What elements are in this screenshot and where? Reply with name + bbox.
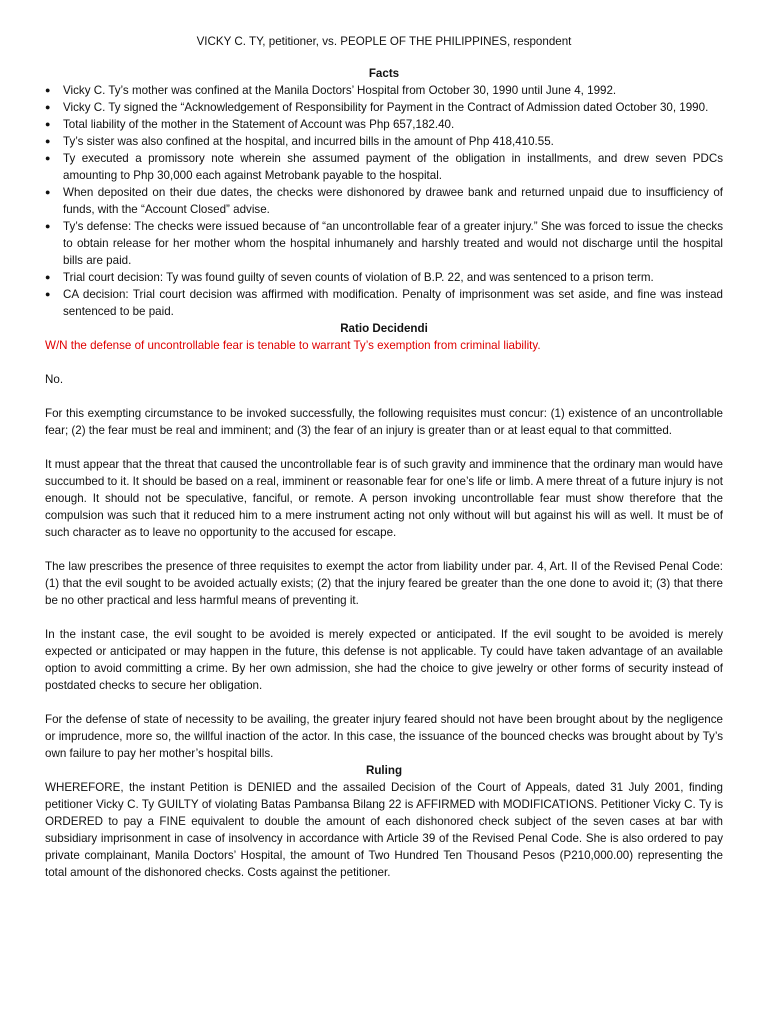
- fact-item: ● Trial court decision: Ty was found guilty of seven counts of violation of B.P. 22, and was sentenced to a prison term.: [45, 269, 723, 286]
- fact-item: ● CA decision: Trial court decision was affirmed with modification. Penalty of imprisonment was set aside, and fine was instead sentenced to be paid.: [45, 286, 723, 320]
- fact-item: ● Total liability of the mother in the Statement of Account was Php 657,182.40.: [45, 116, 723, 133]
- paragraph: In the instant case, the evil sought to be avoided is merely expected or anticipated. If the evil sought to be avoided is merely expected or anticipated or may happen in the future, this defense is not applicable. Ty could have taken advantage of an available option to avoid committing a crime. By her own admission, she had the choice to give jewelry or other forms of security instead of postdated checks to secure her obligation.: [45, 628, 723, 692]
- spacer: [45, 694, 723, 711]
- paragraph: It must appear that the threat that caused the uncontrollable fear is of such gravity and imminence that the ordinary man would have succumbed to it. It should be based on a real, imminent or reasonable fear for one’s life or limb. A mere threat of a future injury is not enough. It should not be speculative, fanciful, or remote. A person invoking uncontrollable fear must show therefore that the compulsion was such that it reduced him to a mere instrument acting not only without will but against his will as well. It must be of such character as to leave no opportunity to the accused for escape.: [45, 458, 723, 539]
- spacer: [45, 354, 723, 371]
- paragraph: For the defense of state of necessity to be availing, the greater injury feared should not have been brought about by the negligence or imprudence, more so, the willful inaction of the actor. In this case, the issuance of the bounced checks was brought about by Ty’s own failure to pay her mother’s hospital bills.: [45, 713, 723, 760]
- ruling-text: WHEREFORE, the instant Petition is DENIED and the assailed Decision of the Court of Appeals, dated 31 July 2001, finding petitioner Vicky C. Ty GUILTY of violating Batas Pambansa Bilang 22 is AFFIRMED with MODIFICATIONS. Petitioner Vicky C. Ty is ORDERED to pay a FINE equivalent to double the amount of each dishonored check subject of the seven cases at bar with subsidiary imprisonment in case of insolvency in accordance with Article 39 of the Revised Penal Code. She is also ordered to pay private complainant, Manila Doctors’ Hospital, the amount of Two Hundred Ten Thousand Pesos (P210,000.00) representing the total amount of the dishonored checks. Costs against the petitioner.: [45, 781, 723, 879]
- issue-statement: W/N the defense of uncontrollable fear is tenable to warrant Ty’s exemption from criminal liability.: [45, 339, 541, 352]
- facts-list: [45, 82, 723, 320]
- spacer: [45, 609, 723, 626]
- spacer: [45, 439, 723, 456]
- spacer: [45, 388, 723, 405]
- spacer: [45, 541, 723, 558]
- fact-item: ● Ty’s defense: The checks were issued because of “an uncontrollable fear of a greater injury.” She was forced to issue the checks to obtain release for her mother whom the hospital inhumanely and harshly treated and would not discharge until the hospital bills are paid.: [45, 218, 723, 269]
- facts-heading: Facts: [368, 67, 400, 80]
- ruling-heading: Ruling: [365, 764, 403, 777]
- fact-item: ● Ty’s sister was also confined at the hospital, and incurred bills in the amount of Php 418,410.55.: [45, 133, 723, 150]
- fact-item: ● When deposited on their due dates, the checks were dishonored by drawee bank and returned unpaid due to insufficiency of funds, with the “Account Closed” advise.: [45, 184, 723, 218]
- paragraph: For this exempting circumstance to be invoked successfully, the following requisites must concur: (1) existence of an uncontrollable fear; (2) the fear must be real and imminent; and (3) the fear of an injury is greater than or at least equal to that committed.: [45, 407, 723, 437]
- document-page: [45, 33, 723, 881]
- answer-text: No.: [45, 373, 64, 386]
- ratio-heading: Ratio Decidendi: [340, 322, 428, 335]
- fact-item: ● Vicky C. Ty’s mother was confined at the Manila Doctors’ Hospital from October 30, 1990 until June 4, 1992.: [45, 82, 723, 99]
- paragraph: The law prescribes the presence of three requisites to exempt the actor from liability under par. 4, Art. II of the Revised Penal Code: (1) that the evil sought to be avoided actually exists; (2) that the injury feared be greater than the one done to avoid it; (3) that there be no other practical and less harmful means of preventing it.: [45, 560, 723, 607]
- fact-item: ● Vicky C. Ty signed the “Acknowledgement of Responsibility for Payment in the Contract of Admission dated October 30, 1990.: [45, 99, 723, 116]
- case-title: VICKY C. TY, petitioner, vs. PEOPLE OF THE PHILIPPINES, respondent: [196, 35, 572, 48]
- fact-item: ● Ty executed a promissory note wherein she assumed payment of the obligation in installments, and drew seven PDCs amounting to Php 30,000 each against Metrobank payable to the hospital.: [45, 150, 723, 184]
